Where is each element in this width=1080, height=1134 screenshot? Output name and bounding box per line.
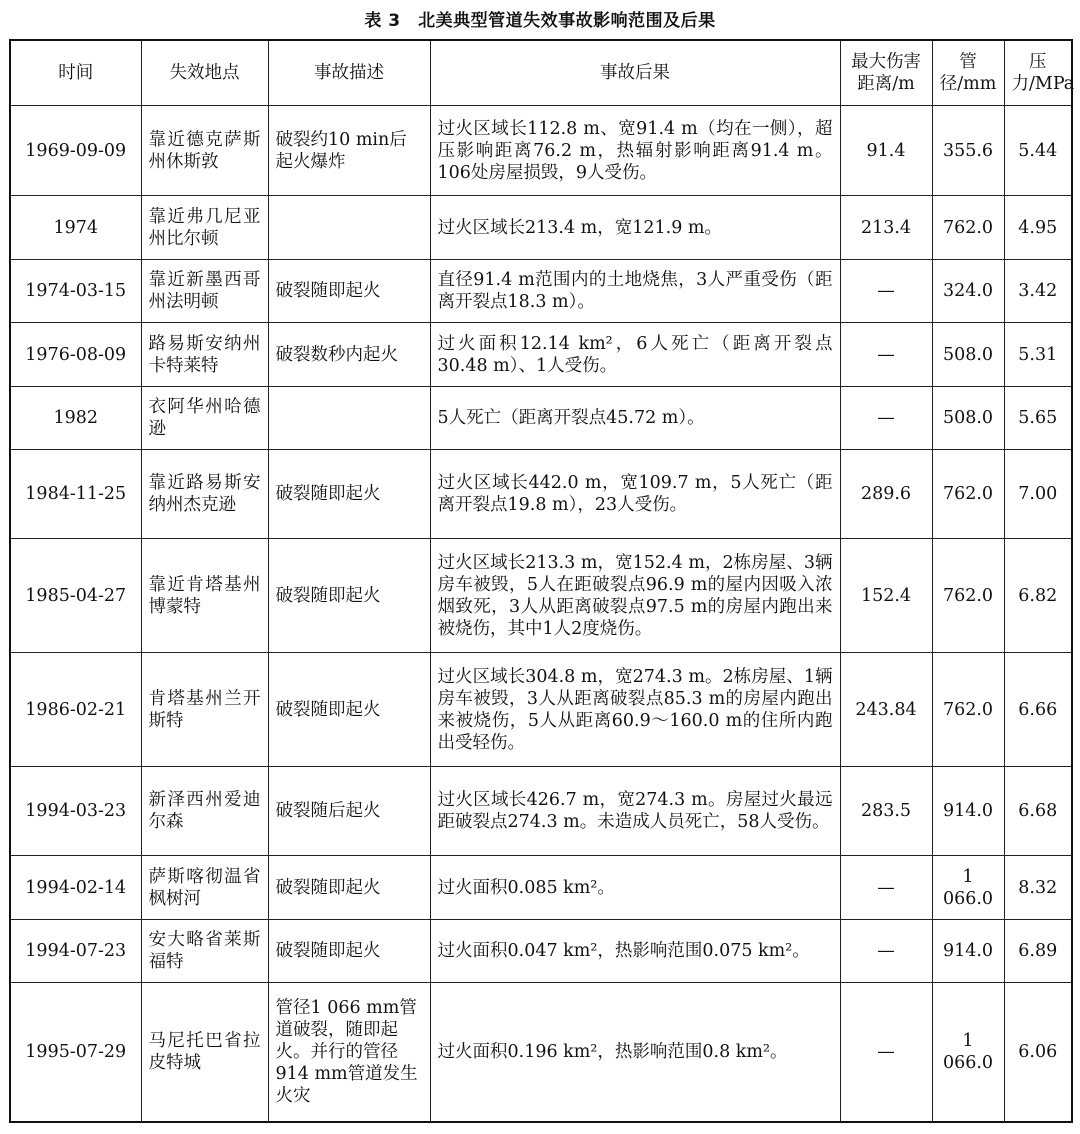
cell-max-distance: —: [840, 387, 932, 450]
cell-consequence: 过火面积0.196 km²，热影响范围0.8 km²。: [430, 983, 840, 1122]
cell-consequence: 过火区域长426.7 m，宽274.3 m。房屋过火最远距破裂点274.3 m。未造成人员死亡，58人受伤。: [430, 767, 840, 856]
cell-location: 衣阿华州哈德逊: [141, 387, 268, 450]
cell-max-distance: 289.6: [840, 450, 932, 539]
cell-location: 靠近新墨西哥州法明顿: [141, 260, 268, 323]
cell-location: 靠近肯塔基州博蒙特: [141, 539, 268, 653]
cell-description: 破裂随后起火: [268, 767, 430, 856]
cell-description: 破裂约10 min后起火爆炸: [268, 106, 430, 196]
cell-description: 破裂随即起火: [268, 856, 430, 920]
cell-consequence: 过火区域长304.8 m，宽274.3 m。2栋房屋、1辆房车被毁，3人从距离破裂点85.3 m的房屋内跑出来被烧伤，5人从距离60.9～160.0 m的住所内跑出受轻伤。: [430, 653, 840, 767]
table-row: [10, 539, 1072, 653]
header-consequence: 事故后果: [430, 40, 840, 106]
cell-diameter: 324.0: [932, 260, 1004, 323]
cell-description: [268, 196, 430, 260]
header-time: 时间: [10, 40, 141, 106]
cell-pressure: 6.82: [1004, 539, 1072, 653]
cell-description: [268, 387, 430, 450]
cell-diameter: 508.0: [932, 323, 1004, 387]
table-row: [10, 767, 1072, 856]
cell-time: 1984-11-25: [10, 450, 141, 539]
cell-description: 破裂随即起火: [268, 653, 430, 767]
cell-pressure: 3.42: [1004, 260, 1072, 323]
cell-time: 1995-07-29: [10, 983, 141, 1122]
table-row: [10, 920, 1072, 983]
cell-consequence: 过火区域长112.8 m、宽91.4 m（均在一侧），超压影响距离76.2 m，热辐射影响距离91.4 m。106处房屋损毁，9人受伤。: [430, 106, 840, 196]
cell-diameter: 1 066.0: [932, 983, 1004, 1122]
cell-pressure: 6.89: [1004, 920, 1072, 983]
cell-consequence: 过火面积0.047 km²，热影响范围0.075 km²。: [430, 920, 840, 983]
header-location: 失效地点: [141, 40, 268, 106]
cell-diameter: 762.0: [932, 450, 1004, 539]
cell-max-distance: —: [840, 920, 932, 983]
cell-location: 安大略省莱斯福特: [141, 920, 268, 983]
cell-location: 路易斯安纳州卡特莱特: [141, 323, 268, 387]
table-row: [10, 450, 1072, 539]
table-caption: 表 3 北美典型管道失效事故影响范围及后果: [364, 11, 716, 31]
cell-pressure: 5.65: [1004, 387, 1072, 450]
table-row: [10, 106, 1072, 196]
header-diameter: 管径/mm: [932, 40, 1004, 106]
table-row: [10, 983, 1072, 1122]
cell-diameter: 914.0: [932, 920, 1004, 983]
cell-pressure: 7.00: [1004, 450, 1072, 539]
cell-diameter: 355.6: [932, 106, 1004, 196]
cell-time: 1985-04-27: [10, 539, 141, 653]
cell-consequence: 过火面积0.085 km²。: [430, 856, 840, 920]
cell-time: 1986-02-21: [10, 653, 141, 767]
cell-time: 1974: [10, 196, 141, 260]
cell-pressure: 4.95: [1004, 196, 1072, 260]
cell-max-distance: 91.4: [840, 106, 932, 196]
cell-location: 肯塔基州兰开斯特: [141, 653, 268, 767]
cell-pressure: 6.06: [1004, 983, 1072, 1122]
cell-consequence: 直径91.4 m范围内的土地烧焦，3人严重受伤（距离开裂点18.3 m）。: [430, 260, 840, 323]
cell-max-distance: 152.4: [840, 539, 932, 653]
cell-pressure: 8.32: [1004, 856, 1072, 920]
cell-diameter: 762.0: [932, 196, 1004, 260]
cell-pressure: 5.44: [1004, 106, 1072, 196]
cell-consequence: 5人死亡（距离开裂点45.72 m）。: [430, 387, 840, 450]
cell-time: 1994-02-14: [10, 856, 141, 920]
cell-location: 靠近路易斯安纳州杰克逊: [141, 450, 268, 539]
incident-table: [9, 39, 1073, 1123]
cell-consequence: 过火区域长213.4 m，宽121.9 m。: [430, 196, 840, 260]
cell-location: 萨斯喀彻温省枫树河: [141, 856, 268, 920]
cell-consequence: 过火区域长213.3 m，宽152.4 m，2栋房屋、3辆房车被毁，5人在距破裂点96.9 m的屋内因吸入浓烟致死，3人从距离破裂点97.5 m的房屋内跑出来被烧伤，其中1人2度烧伤。: [430, 539, 840, 653]
cell-diameter: 762.0: [932, 539, 1004, 653]
cell-diameter: 508.0: [932, 387, 1004, 450]
table-row: [10, 856, 1072, 920]
cell-time: 1976-08-09: [10, 323, 141, 387]
table-row: [10, 387, 1072, 450]
cell-location: 靠近德克萨斯州休斯敦: [141, 106, 268, 196]
cell-description: 破裂随即起火: [268, 539, 430, 653]
cell-diameter: 762.0: [932, 653, 1004, 767]
cell-description: 破裂数秒内起火: [268, 323, 430, 387]
cell-description: 破裂随即起火: [268, 450, 430, 539]
cell-max-distance: 213.4: [840, 196, 932, 260]
header-row: [10, 40, 1072, 106]
cell-consequence: 过火面积12.14 km²，6人死亡（距离开裂点30.48 m）、1人受伤。: [430, 323, 840, 387]
cell-location: 靠近弗几尼亚州比尔顿: [141, 196, 268, 260]
cell-max-distance: —: [840, 323, 932, 387]
cell-location: 新泽西州爱迪尔森: [141, 767, 268, 856]
cell-description: 破裂随即起火: [268, 920, 430, 983]
cell-pressure: 6.68: [1004, 767, 1072, 856]
cell-diameter: 914.0: [932, 767, 1004, 856]
header-description: 事故描述: [268, 40, 430, 106]
header-max-distance: 最大伤害距离/m: [840, 40, 932, 106]
cell-description: 管径1 066 mm管道破裂，随即起火。并行的管径914 mm管道发生火灾: [268, 983, 430, 1122]
cell-diameter: 1 066.0: [932, 856, 1004, 920]
cell-max-distance: —: [840, 856, 932, 920]
cell-time: 1994-07-23: [10, 920, 141, 983]
cell-location: 马尼托巴省拉皮特城: [141, 983, 268, 1122]
cell-max-distance: —: [840, 983, 932, 1122]
table-row: [10, 196, 1072, 260]
cell-pressure: 5.31: [1004, 323, 1072, 387]
header-pressure: 压力/MPa: [1004, 40, 1072, 106]
cell-time: 1974-03-15: [10, 260, 141, 323]
cell-pressure: 6.66: [1004, 653, 1072, 767]
cell-max-distance: —: [840, 260, 932, 323]
cell-time: 1994-03-23: [10, 767, 141, 856]
table-row: [10, 323, 1072, 387]
cell-consequence: 过火区域长442.0 m，宽109.7 m，5人死亡（距离开裂点19.8 m），23人受伤。: [430, 450, 840, 539]
table-row: [10, 260, 1072, 323]
cell-time: 1982: [10, 387, 141, 450]
cell-description: 破裂随即起火: [268, 260, 430, 323]
table-row: [10, 653, 1072, 767]
cell-max-distance: 243.84: [840, 653, 932, 767]
cell-max-distance: 283.5: [840, 767, 932, 856]
cell-time: 1969-09-09: [10, 106, 141, 196]
